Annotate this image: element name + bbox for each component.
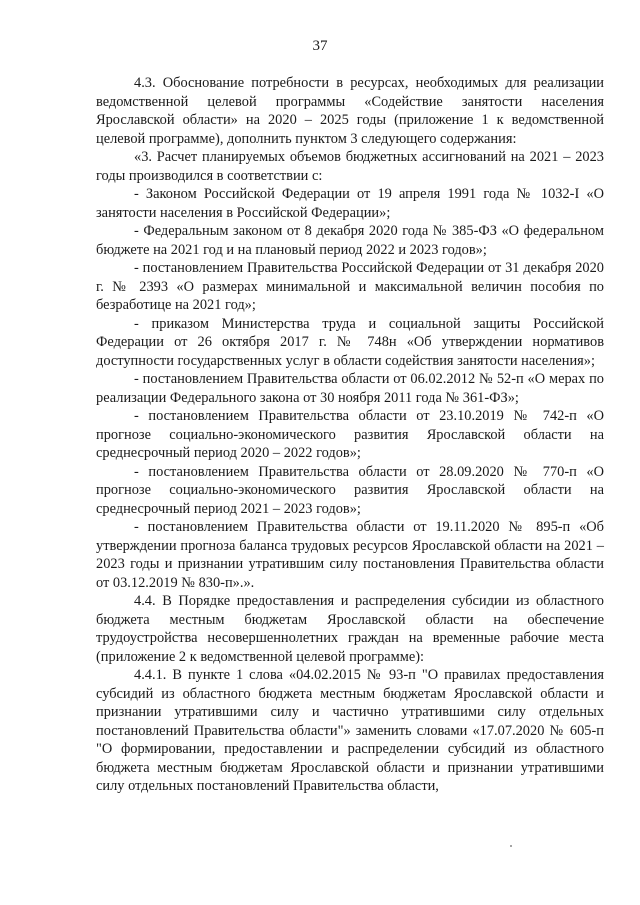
- list-item-resolution-895p: - постановлением Правительства области от 19.11.2020 № 895-п «Об утверждении прогноза баланса трудовых ресурсов Ярославской области на 2021 – 2023 годы и признании утратившим силу постановления Правительства области от 03.12.2019 № 830-п».».: [96, 519, 604, 591]
- scan-speck: [510, 845, 512, 847]
- list-item-ministry-order: - приказом Министерства труда и социальной защиты Российской Федерации от 26 октября 2017 г. № 748н «Об утверждении нормативов доступности государственных услуг в области содействия занятости населения»;: [96, 315, 604, 369]
- list-item-federal-budget-law: - Федеральным законом от 8 декабря 2020 года № 385-ФЗ «О федеральном бюджете на 2021 год и на плановый период 2022 и 2023 годов»;: [96, 223, 604, 258]
- paragraph-calculation-intro: «3. Расчет планируемых объемов бюджетных ассигнований на 2021 – 2023 годы производился в соответствии с:: [96, 149, 604, 184]
- list-item-resolution-770p: - постановлением Правительства области от 28.09.2020 № 770-п «О прогнозе социально-экономического развития Ярославской области на среднесрочный период 2021 – 2023 годов»;: [96, 463, 604, 517]
- paragraph-4-4-1: 4.4.1. В пункте 1 слова «04.02.2015 № 93-п "О правилах предоставления субсидий из областного бюджета местным бюджетам Ярославской области и признании утратившими силу и частично утратившими силу отдельных постановлений Правительства области"» заменить словами «17.07.2020 № 605-п "О формировании, предоставлении и распределении субсидий из областного бюджета местным бюджетам Ярославской области и признании утратившими силу отдельных постановлений Правительства области,: [96, 667, 604, 794]
- document-body: [96, 74, 604, 796]
- list-item-resolution-742p: - постановлением Правительства области от 23.10.2019 № 742-п «О прогнозе социально-экономического развития Ярославской области на среднесрочный период 2020 – 2022 годов»;: [96, 408, 604, 461]
- paragraph-4-3: 4.3. Обоснование потребности в ресурсах, необходимых для реализации ведомственной целевой программы «Содействие занятости населения Ярославской области» на 2020 – 2025 годы (приложение 1 к ведомственной целевой программе), дополнить пунктом 3 следующего содержания:: [96, 75, 604, 147]
- page-number: 37: [312, 38, 328, 54]
- list-item-law-employment: - Законом Российской Федерации от 19 апреля 1991 года № 1032-I «О занятости населения в Российской Федерации»;: [96, 186, 604, 221]
- paragraph-4-4: 4.4. В Порядке предоставления и распределения субсидии из областного бюджета местным бюджетам Ярославской области на обеспечение трудоустройства несовершеннолетних граждан на временные рабочие места (приложение 2 к ведомственной целевой программе):: [96, 593, 604, 665]
- list-item-resolution-52p: - постановлением Правительства области от 06.02.2012 № 52-п «О мерах по реализации Федерального закона от 30 ноября 2011 года № 361-ФЗ»;: [96, 371, 604, 406]
- list-item-unemployment-benefit-resolution: - постановлением Правительства Российской Федерации от 31 декабря 2020 г. № 2393 «О размерах минимальной и максимальной величин пособия по безработице на 2021 год»;: [96, 260, 604, 313]
